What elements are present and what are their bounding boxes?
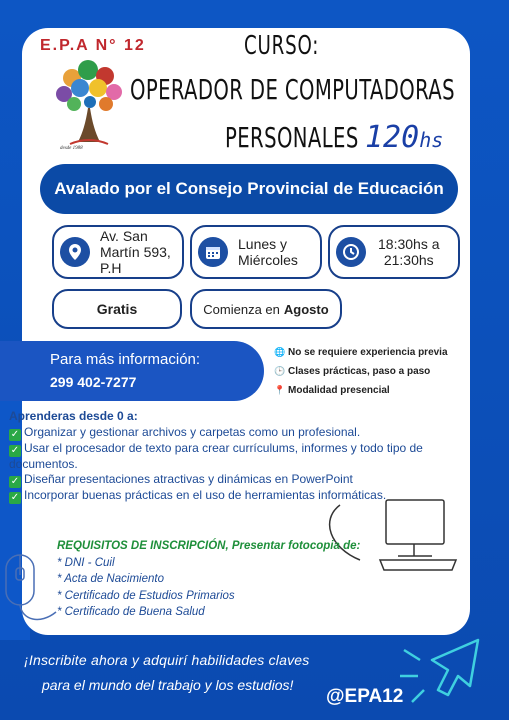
clock-icon: 🕒 <box>274 366 286 376</box>
start-prefix: Comienza en <box>203 301 280 317</box>
check-icon: ✓ <box>10 492 20 503</box>
footer-line2: para el mundo del trabajo y los estudios! <box>42 677 294 693</box>
days-line: Lunes y <box>238 236 288 252</box>
learning-item-continued: documentos. <box>9 456 78 471</box>
highlight-item: 🌐 No se requiere experiencia previa <box>274 347 448 358</box>
check-icon: ✓ <box>10 476 20 487</box>
time-line: 21:30hs <box>383 252 434 268</box>
start-month: Agosto <box>283 301 329 317</box>
requirement-item: * Acta de Nacimiento <box>57 573 164 585</box>
requirement-item: * Certificado de Buena Salud <box>57 606 205 618</box>
learning-item: ✓ Usar el procesador de texto para crear currículums, informes y todo tipo de <box>10 440 423 456</box>
pin-icon: 📍 <box>274 385 286 395</box>
logo-caption: desde 1988 <box>60 146 83 151</box>
address-line: Martín 593, <box>100 244 171 260</box>
hours-unit: hs <box>419 128 444 152</box>
requirements-heading: REQUISITOS DE INSCRIPCIÓN, Presentar fotocopia de: <box>57 540 361 552</box>
highlight-item: 📍 Modalidad presencial <box>274 385 390 396</box>
days-line: Miércoles <box>238 252 298 268</box>
address-line: Av. San <box>100 228 148 244</box>
address-line: P.H <box>100 260 122 276</box>
check-icon: ✓ <box>10 428 20 440</box>
learning-item: ✓ Incorporar buenas prácticas en el uso de herramientas informáticas. <box>10 488 387 503</box>
social-handle[interactable]: @EPA12 <box>326 686 404 707</box>
course-title-line1: OPERADOR DE COMPUTADORAS <box>130 73 455 106</box>
accreditation-banner: Avalado por el Consejo Provincial de Educación <box>40 164 458 214</box>
footer-line1: ¡Inscribite ahora y adquirí habilidades claves <box>24 652 310 668</box>
check-icon: ✓ <box>10 444 20 456</box>
hours-value: 120 <box>365 120 420 155</box>
course-title-line2: PERSONALES <box>225 121 359 154</box>
contact-phone[interactable]: 299 402-7277 <box>50 374 137 390</box>
requirement-item: * Certificado de Estudios Primarios <box>57 589 235 602</box>
learning-heading: Aprenderas desde 0 a: <box>9 409 138 423</box>
course-label: CURSO: <box>244 31 320 61</box>
requirement-item: * DNI - Cuil <box>57 556 115 569</box>
globe-icon: 🌐 <box>274 347 286 357</box>
learning-item: ✓ Diseñar presentaciones atractivas y dinámicas en PowerPoint <box>10 472 353 487</box>
time-line: 18:30hs a <box>378 236 440 252</box>
price-pill: Gratis <box>52 289 182 329</box>
learning-item: ✓ Organizar y gestionar archivos y carpetas como un profesional. <box>10 424 361 440</box>
school-name: E.P.A N° 12 <box>40 37 146 54</box>
highlight-item: 🕒 Clases prácticas, paso a paso <box>274 366 431 377</box>
contact-label: Para más información: <box>50 351 201 368</box>
